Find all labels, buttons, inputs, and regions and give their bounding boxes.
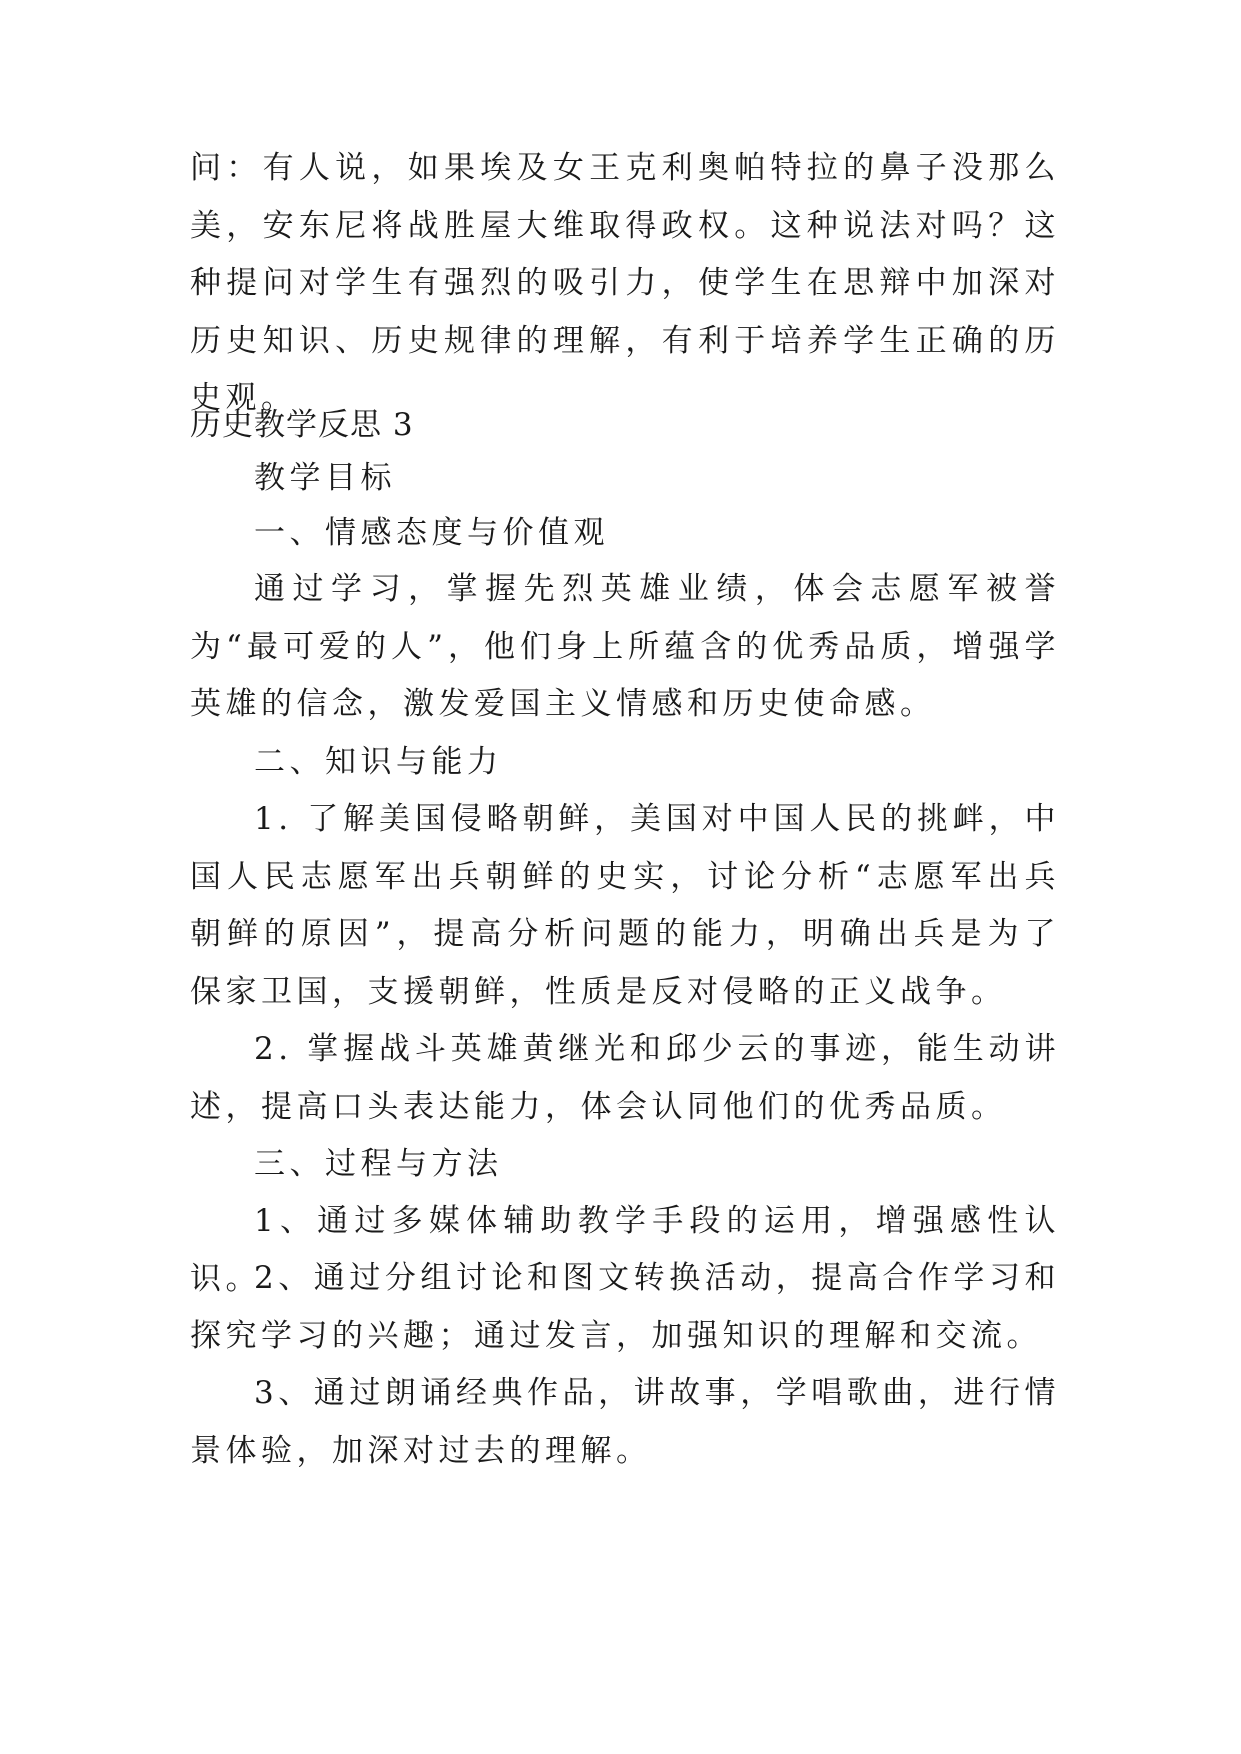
- part3-item-1: 1、通过多媒体辅助教学手段的运用，增强感性认识。: [190, 1203, 1060, 1297]
- part1-paragraph: 通过学习，掌握先烈英雄业绩，体会志愿军被誉为“最可爱的人”，他们身上所蕴含的优秀品质，增强学英雄的信念，激发爱国主义情感和历史使命感。: [190, 571, 1060, 722]
- part2-item-1: 1. 了解美国侵略朝鲜，美国对中国人民的挑衅，中国人民志愿军出兵朝鲜的史实，讨论分析“志愿军出兵朝鲜的原因”，提高分析问题的能力，明确出兵是为了保家卫国，支援朝鲜，性质是反对侵略的正义战争。: [190, 801, 1060, 1010]
- part3-item-2: 2、通过分组讨论和图文转换活动，提高合作学习和探究学习的兴趣；通过发言，加强知识的理解和交流。: [190, 1260, 1060, 1354]
- part1-title: 一、情感态度与价值观: [254, 515, 609, 551]
- part3-item-3: 3、通过朗诵经典作品，讲故事，学唱歌曲，进行情景体验，加深对过去的理解。: [190, 1375, 1060, 1469]
- intro-paragraph: 问：有人说，如果埃及女王克利奥帕特拉的鼻子没那么美，安东尼将战胜屋大维取得政权。这种说法对吗？这种提问对学生有强烈的吸引力，使学生在思辩中加深对历史知识、历史规律的理解，有利于培养学生正确的历史观。: [190, 150, 1060, 416]
- goals-subheading: 教学目标: [254, 460, 396, 496]
- section-title: 历史教学反思 3: [190, 407, 414, 443]
- part2-item-2: 2. 掌握战斗英雄黄继光和邱少云的事迹，能生动讲述，提高口头表达能力，体会认同他们的优秀品质。: [190, 1031, 1060, 1125]
- part2-title: 二、知识与能力: [254, 744, 503, 780]
- part3-title: 三、过程与方法: [254, 1146, 503, 1182]
